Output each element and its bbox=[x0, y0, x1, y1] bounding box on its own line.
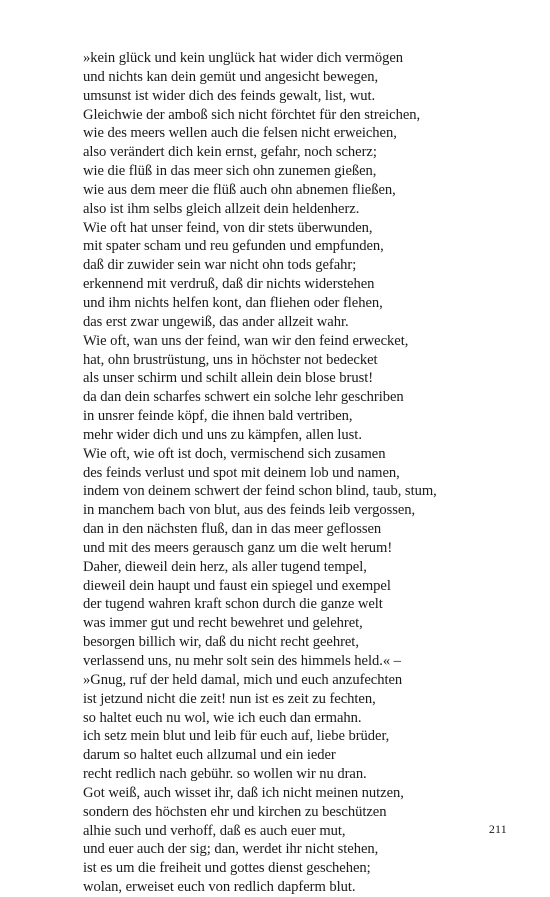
poem-line: recht redlich nach gebühr. so wollen wir nu dran. bbox=[83, 766, 367, 783]
poem-line: mit spater scham und reu gefunden und empfunden, bbox=[83, 238, 384, 255]
poem-line: wie die flüß in das meer sich ohn zunemen gießen, bbox=[83, 163, 377, 180]
poem-line: erkennend mit verdruß, daß dir nichts widerstehen bbox=[83, 276, 375, 293]
poem-text bbox=[83, 49, 523, 897]
poem-line: »Gnug, ruf der held damal, mich und euch anzufechten bbox=[83, 671, 403, 688]
poem-line: wie des meers wellen auch die felsen nicht erweichen, bbox=[83, 125, 397, 142]
poem-line: da dan dein scharfes schwert ein solche lehr geschriben bbox=[83, 389, 404, 406]
poem-line: wolan, erweiset euch von redlich dapferm blut. bbox=[83, 879, 356, 896]
poem-line: so haltet euch nu wol, wie ich euch dan ermahn. bbox=[83, 709, 362, 726]
page-number: 211 bbox=[488, 822, 507, 836]
poem-line: was immer gut und recht bewehret und gelehret, bbox=[83, 615, 363, 632]
poem-line: mehr wider dich und uns zu kämpfen, allen lust. bbox=[83, 426, 362, 443]
poem-line: besorgen billich wir, daß du nicht recht geehret, bbox=[83, 634, 359, 651]
poem-line: und ihm nichts helfen kont, dan fliehen oder flehen, bbox=[83, 294, 383, 311]
poem-line: und euer auch der sig; dan, werdet ihr nicht stehen, bbox=[83, 841, 379, 858]
poem-line: wie aus dem meer die flüß auch ohn abnemen fließen, bbox=[83, 181, 396, 198]
poem-line: also ist ihm selbs gleich allzeit dein heldenherz. bbox=[83, 200, 360, 217]
poem-line: »kein glück und kein unglück hat wider dich vermögen bbox=[83, 50, 404, 66]
poem-line: und nichts kan dein gemüt und angesicht bewegen, bbox=[83, 68, 379, 85]
poem-line: hat, ohn brustrüstung, uns in höchster not bedecket bbox=[83, 351, 378, 368]
poem-line: Wie oft, wie oft ist doch, vermischend sich zusamen bbox=[83, 445, 386, 462]
poem-line: Wie oft, wan uns der feind, wan wir den feind erwecket, bbox=[83, 332, 409, 349]
poem-line: in manchem bach von blut, aus des feinds leib vergossen, bbox=[83, 502, 416, 519]
poem-line: Wie oft hat unser feind, von dir stets überwunden, bbox=[83, 219, 373, 236]
poem-line: indem von deinem schwert der feind schon blind, taub, stum, bbox=[83, 483, 437, 500]
poem-line: ist es um die freiheit und gottes dienst geschehen; bbox=[83, 860, 371, 877]
poem-line: das erst zwar ungewiß, das ander allzeit wahr. bbox=[83, 313, 349, 330]
poem-line: der tugend wahren kraft schon durch die ganze welt bbox=[83, 596, 383, 613]
poem-line: als unser schirm und schilt allein dein blose brust! bbox=[83, 370, 374, 387]
poem-line: daß dir zuwider sein war nicht ohn tods gefahr; bbox=[83, 257, 357, 274]
poem-line: also verändert dich kein ernst, gefahr, noch scherz; bbox=[83, 144, 377, 161]
poem-line: Got weiß, auch wisset ihr, daß ich nicht meinen nutzen, bbox=[83, 784, 404, 801]
poem-line: ich setz mein blut und leib für euch auf, liebe brüder, bbox=[83, 728, 390, 745]
poem-line: Gleichwie der amboß sich nicht förchtet für den streichen, bbox=[83, 106, 421, 123]
poem-line: umsunst ist wider dich des feinds gewalt, list, wut. bbox=[83, 87, 376, 104]
poem-line: verlassend uns, nu mehr solt sein des himmels held.« – bbox=[83, 653, 401, 669]
poem-line: in unsrer feinde köpf, die ihnen bald vertriben, bbox=[83, 408, 353, 425]
poem-line: und mit des meers gerausch ganz um die welt herum! bbox=[83, 539, 393, 556]
poem-line: darum so haltet euch allzumal und ein ieder bbox=[83, 747, 336, 764]
poem-line: ist jetzund nicht die zeit! nun ist es zeit zu fechten, bbox=[83, 690, 376, 707]
poem-line: alhie such und verhoff, daß es auch euer mut, bbox=[83, 822, 346, 839]
poem-line: sondern des höchsten ehr und kirchen zu beschützen bbox=[83, 803, 387, 820]
poem-line: Daher, dieweil dein herz, als aller tugend tempel, bbox=[83, 558, 367, 575]
poem-line: dan in den nächsten fluß, dan in das meer geflossen bbox=[83, 521, 382, 538]
poem-line: dieweil dein haupt und faust ein spiegel und exempel bbox=[83, 577, 391, 594]
poem-line: des feinds verlust und spot mit deinem lob und namen, bbox=[83, 464, 400, 481]
